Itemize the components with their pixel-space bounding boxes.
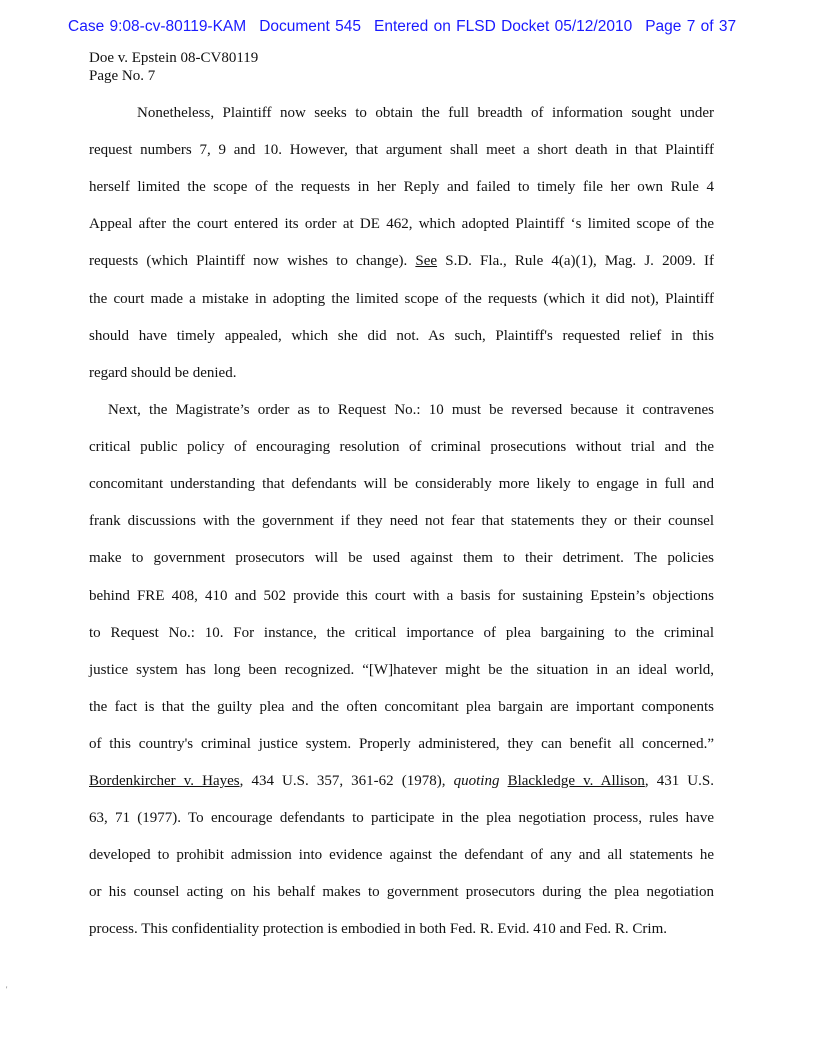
text-line (89, 178, 714, 196)
text-segment: should have timely appealed, which she did not. As such, Plaintiff's requested relief in this (89, 327, 714, 344)
text-segment: critical public policy of encouraging resolution of criminal prosecutions without trial and the (89, 439, 714, 456)
text-line (89, 846, 714, 864)
text-segment: behind FRE 408, 410 and 502 provide this court with a basis for sustaining Epstein’s objections (89, 587, 714, 604)
text-segment: make to government prosecutors will be used against them to their detriment. The policies (89, 550, 714, 567)
text-segment: justice system has long been recognized. “[W]hatever might be the situation in an ideal world, (89, 661, 714, 678)
text-line (137, 104, 714, 122)
text-line (89, 661, 714, 679)
text-segment: Appeal after the court entered its order at DE 462, which adopted Plaintiff ‘s limited scope of the (89, 216, 714, 233)
text-segment: 63, 71 (1977). To encourage defendants to participate in the plea negotiation process, rules have (89, 810, 714, 827)
page-number: Page No. 7 (89, 68, 156, 84)
citation: See (415, 253, 438, 270)
text-line (89, 772, 714, 790)
text-segment: concomitant understanding that defendants will be considerably more likely to engage in full and (89, 476, 714, 493)
text-line (89, 883, 714, 901)
text-line (89, 252, 714, 270)
text-segment: request numbers 7, 9 and 10. However, that argument shall meet a short death in that Plaintiff (89, 142, 714, 159)
text-segment (499, 773, 507, 789)
text-line (89, 141, 714, 159)
text-segment: frank discussions with the government if they need not fear that statements they or their counsel (89, 513, 714, 530)
text-segment: the fact is that the guilty plea and the often concomitant plea bargain are important components (89, 698, 714, 715)
text-segment: process. This confidentiality protection is embodied in both Fed. R. Evid. 410 and Fed. R. Crim. (89, 921, 667, 938)
text-line (89, 215, 714, 233)
case-caption: Doe v. Epstein 08-CV80119 (89, 50, 259, 66)
text-line (89, 475, 714, 493)
page-count: Page 7 of 37 (645, 18, 737, 35)
text-line (108, 401, 714, 419)
text-segment: the court made a mistake in adopting the limited scope of the requests (which it did not), Plaintiff (89, 290, 714, 307)
text-segment: , 434 U.S. 357, 361-62 (1978), (239, 773, 454, 789)
case-number: Case 9:08-cv-80119-KAM (68, 18, 247, 35)
entered-date: Entered on FLSD Docket 05/12/2010 (374, 18, 633, 35)
text-line (89, 438, 714, 456)
text-line (89, 587, 714, 605)
text-segment: of this country's criminal justice system. Properly administered, they can benefit all concerned.” (89, 735, 714, 752)
margin-mark: ' (6, 985, 8, 994)
text-line (89, 698, 714, 716)
text-line (89, 512, 714, 530)
text-segment: to Request No.: 10. For instance, the critical importance of plea bargaining to the criminal (89, 624, 714, 641)
signal-word: quoting (453, 773, 500, 789)
text-line (89, 920, 714, 938)
text-line (89, 327, 714, 345)
text-segment: developed to prohibit admission into evidence against the defendant of any and all statements he (89, 847, 714, 864)
text-segment: herself limited the scope of the requests in her Reply and failed to timely file her own Rule 4 (89, 179, 714, 196)
text-line (89, 735, 714, 753)
text-segment: S.D. Fla., Rule 4(a)(1), Mag. J. 2009. If (437, 253, 714, 270)
text-segment: , 431 U.S. (644, 773, 714, 789)
text-segment: requests (which Plaintiff now wishes to change). (89, 253, 416, 270)
text-line (89, 624, 714, 642)
citation: Bordenkircher v. Hayes (89, 773, 240, 789)
text-line (89, 549, 714, 567)
text-segment: Nonetheless, Plaintiff now seeks to obtain the full breadth of information sought under (137, 105, 714, 121)
text-segment: Next, the Magistrate’s order as to Request No.: 10 must be reversed because it contravenes (108, 402, 714, 418)
text-segment: or his counsel acting on his behalf makes to government prosecutors during the plea negotiation (89, 884, 714, 901)
text-line (89, 809, 714, 827)
citation: Blackledge v. Allison (507, 773, 645, 789)
docket-stamp (68, 18, 749, 36)
text-segment: regard should be denied. (89, 364, 237, 381)
document-number: Document 545 (259, 18, 361, 35)
text-line (89, 290, 714, 308)
text-line (89, 364, 714, 382)
